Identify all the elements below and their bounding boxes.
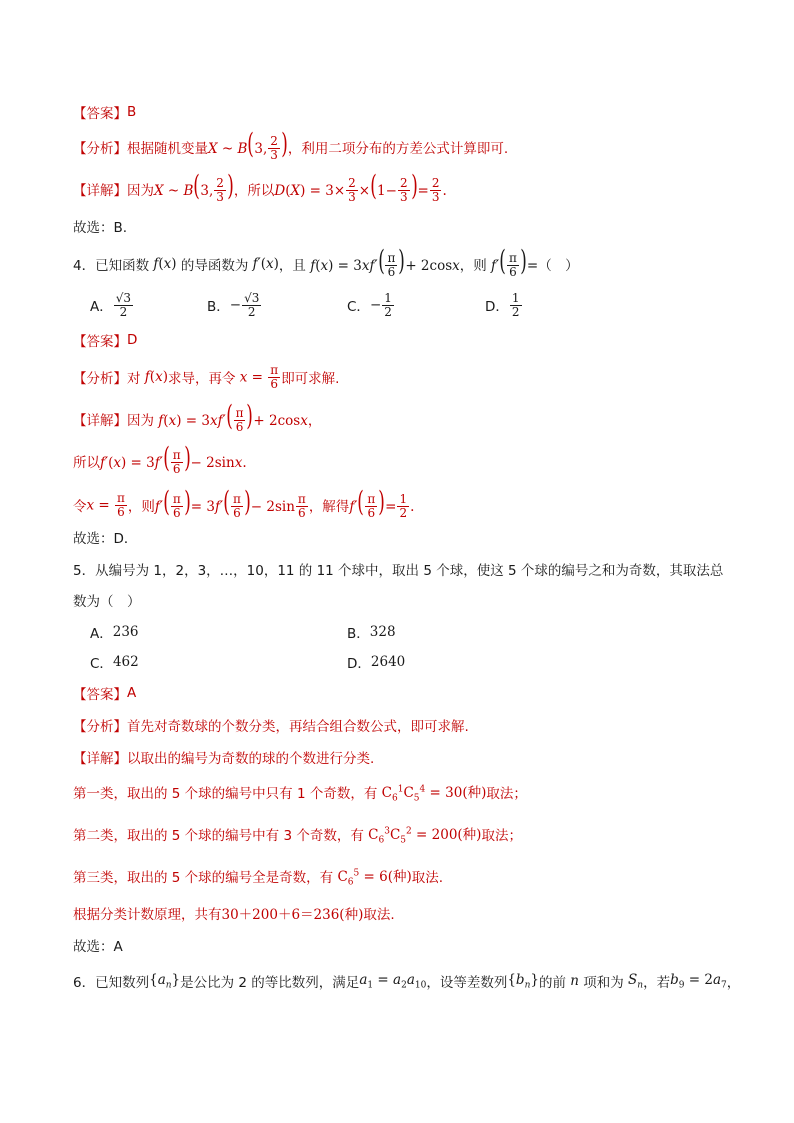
binomial-expression: X ~ B(3, $\frac{2}{3}$ ) <box>154 168 234 205</box>
stem-text: 是公比为 2 的等比数列，满足 <box>180 975 360 991</box>
derivative-f: f′(x) <box>248 256 279 272</box>
stem-text: 已知函数 <box>95 258 150 274</box>
analysis-text-pre: 根据随机变量 <box>127 141 208 157</box>
option-sign: − <box>229 297 242 313</box>
q4-detail-line-3 <box>73 484 415 521</box>
option-label: C． <box>90 656 113 672</box>
q5-conclusion <box>73 933 123 957</box>
q6-stem <box>73 969 740 993</box>
case-text-pre: 第三类，取出的 5 个球的编号全是奇数，有 <box>73 870 334 886</box>
stem-text: ，设等差数列 <box>426 975 508 991</box>
option-value: 236 <box>112 624 139 640</box>
q5-option-c[interactable] <box>90 648 139 676</box>
result: f′( $\frac{\pi}{6}$ )= $\frac{1}{2}$ . <box>349 484 415 521</box>
q5-case-3 <box>73 864 443 888</box>
answer-value: A <box>127 685 137 701</box>
option-fraction <box>242 292 261 319</box>
sequence-a: $\{a_n\}$ <box>149 971 181 991</box>
combination-expression: $C_6^3C_5^2 = 200$(种) <box>363 826 482 846</box>
q5-option-b[interactable] <box>347 618 396 646</box>
q5-option-d[interactable] <box>347 648 405 676</box>
detail-text-mid: ，则 <box>127 499 155 515</box>
q5-answer-line <box>73 681 136 705</box>
stem-text: ， <box>726 975 741 991</box>
stem-text: ，若 <box>643 975 671 991</box>
condition-expression: $a_1 = a_2a_{10}$ <box>359 971 427 991</box>
q3-conclusion <box>73 214 127 238</box>
detail-text-mid: ，所以 <box>233 183 275 199</box>
q4-answer-line <box>73 328 137 352</box>
detail-text-pre: 因为 <box>127 183 154 199</box>
option-label: C． <box>347 299 370 315</box>
analysis-text: 首先对奇数球的个数分类，再结合组合数公式，即可求解. <box>127 719 469 735</box>
detail-text-pre: 所以 <box>73 455 100 471</box>
answer-tag: 【答案】 <box>73 687 127 703</box>
q4-option-a[interactable] <box>90 291 134 319</box>
case-text-post: 取法； <box>481 828 522 844</box>
detail-tag: 【详解】 <box>73 183 127 199</box>
q3-analysis-line <box>73 126 509 163</box>
variable-n: n <box>565 973 584 989</box>
conclusion-text: 故选：A <box>73 939 123 955</box>
detail-tag: 【详解】 <box>73 751 127 767</box>
q5-stem-line-1 <box>73 557 723 581</box>
question-number: 6． <box>73 975 96 991</box>
case-text-post: 取法； <box>486 786 527 802</box>
denominator: 2 <box>511 304 520 319</box>
answer-value: D <box>127 332 138 348</box>
substitution: x = $\frac{\pi}{6}$ <box>235 362 279 391</box>
sum-s: $S_n$ <box>623 971 644 991</box>
q4-detail-line-1 <box>73 398 322 435</box>
numerator: √3 <box>115 290 132 305</box>
stem-text: ，且 <box>278 258 306 274</box>
q4-option-c[interactable] <box>347 291 395 319</box>
q5-option-a[interactable] <box>90 618 139 646</box>
sum-text-post: 取法. <box>363 907 395 923</box>
substitution: x = $\frac{\pi}{6}$ <box>86 490 125 519</box>
denominator: 2 <box>247 304 256 319</box>
analysis-text-post: 即可求解. <box>281 371 340 387</box>
q3-detail-line <box>73 168 447 205</box>
analysis-text-mid: 求导，再令 <box>167 371 236 387</box>
case-text-pre: 第一类，取出的 5 个球的编号中只有 1 个奇数，有 <box>73 786 378 802</box>
q3-answer-line <box>73 100 136 124</box>
sequence-b: $\{b_n\}$ <box>507 971 539 991</box>
q4-detail-line-2 <box>73 440 247 477</box>
case-text-pre: 第二类，取出的 5 个球的编号中有 3 个奇数，有 <box>73 828 364 844</box>
denominator: 2 <box>384 304 392 319</box>
q4-stem <box>73 243 579 280</box>
numerator: 1 <box>511 290 520 305</box>
sum-expression: 30＋200＋6＝236(种) <box>221 907 364 923</box>
q4-option-d[interactable] <box>485 291 523 319</box>
q5-case-2 <box>73 822 522 846</box>
option-value: 2640 <box>370 654 406 670</box>
question-number: 5． <box>73 563 96 579</box>
option-fraction <box>114 292 133 319</box>
option-value: 328 <box>369 624 396 640</box>
option-fraction <box>382 292 394 319</box>
stem-text: 项和为 <box>583 975 624 991</box>
conclusion-text: 故选：B. <box>73 220 128 236</box>
target-derivative: f′( $\frac{\pi}{6}$ )= <box>486 243 539 280</box>
option-label: D． <box>485 299 509 315</box>
q5-analysis-line <box>73 713 469 737</box>
detail-text-pre: 令 <box>73 499 87 515</box>
variance-expression: D(X) = 3× $\frac{2}{3}$ ×(1− $\frac{2}{3}$ )= $\frac{2}{3}$ . <box>274 168 447 205</box>
equation: f′( $\frac{\pi}{6}$ )= 3f′( $\frac{\pi}{6}$ )− 2sin $\frac{\pi}{6}$ <box>154 484 306 521</box>
function-f: f(x) <box>149 256 181 272</box>
conclusion-text: 故选：D． <box>73 531 138 547</box>
stem-text: 的导函数为 <box>180 258 249 274</box>
answer-value: B <box>127 104 137 120</box>
denominator: 2 <box>119 304 128 319</box>
function-definition: f(x) = 3xf′( $\frac{\pi}{6}$ )+ 2cosx <box>305 243 460 280</box>
case-text-post: 取法. <box>411 870 444 886</box>
option-label: A． <box>90 626 113 642</box>
option-fraction <box>510 292 522 319</box>
derivative-expression: f′(x) = 3f′( $\frac{\pi}{6}$ )− 2sinx. <box>100 440 247 477</box>
combination-expression: $C_6^5 = 6$(种) <box>333 868 412 888</box>
function-f: f(x) <box>140 369 168 385</box>
option-label: D． <box>347 656 371 672</box>
analysis-tag: 【分析】 <box>73 719 127 735</box>
condition-b9: $b_9 = 2a_7$ <box>670 971 727 991</box>
stem-text: 已知数列 <box>95 975 150 991</box>
option-label: A． <box>90 299 113 315</box>
stem-text: ，则 <box>459 258 487 274</box>
answer-tag: 【答案】 <box>73 106 127 122</box>
question-number: 4． <box>73 258 96 274</box>
q5-sum-line <box>73 901 395 925</box>
function-definition: f(x) = 3xf′( $\frac{\pi}{6}$ )+ 2cosx <box>154 398 308 435</box>
q4-analysis-line <box>73 362 340 391</box>
analysis-tag: 【分析】 <box>73 371 127 387</box>
option-label: B． <box>207 299 230 315</box>
q4-option-b[interactable] <box>207 291 262 319</box>
stem-text: 数为（ ） <box>73 594 141 610</box>
q4-conclusion <box>73 525 137 549</box>
detail-text: 以取出的编号为奇数的球的个数进行分类. <box>127 751 375 767</box>
option-sign: − <box>369 297 382 313</box>
analysis-text-pre: 对 <box>127 371 141 387</box>
analysis-tag: 【分析】 <box>73 141 127 157</box>
detail-text-post: ， <box>307 413 322 429</box>
detail-tag: 【详解】 <box>73 413 127 429</box>
answer-tag: 【答案】 <box>73 334 127 350</box>
q5-stem-line-2 <box>73 588 141 612</box>
option-value: 462 <box>112 654 139 670</box>
detail-text-pre: 因为 <box>127 413 154 429</box>
detail-text-mid2: ，解得 <box>308 499 350 515</box>
sum-text-pre: 根据分类计数原理，共有 <box>73 907 222 923</box>
stem-text: 从编号为 1，2，3，…，10，11 的 11 个球中，取出 5 个球，使这 5 个球的编号之和为奇数，其取法总 <box>95 563 724 579</box>
analysis-text-post: ，利用二项分布的方差公式计算即可. <box>287 141 509 157</box>
q5-detail-line <box>73 745 374 769</box>
option-label: B． <box>347 626 370 642</box>
binomial-expression: X ~ B(3, $\frac{2}{3}$ ) <box>208 126 288 163</box>
numerator: √3 <box>244 290 260 305</box>
combination-expression: $C_6^1C_5^4 = 30$(种) <box>377 784 487 804</box>
numerator: 1 <box>384 290 392 305</box>
stem-bracket: （ ） <box>538 258 579 274</box>
stem-text: 的前 <box>538 975 566 991</box>
q5-case-1 <box>73 780 527 804</box>
